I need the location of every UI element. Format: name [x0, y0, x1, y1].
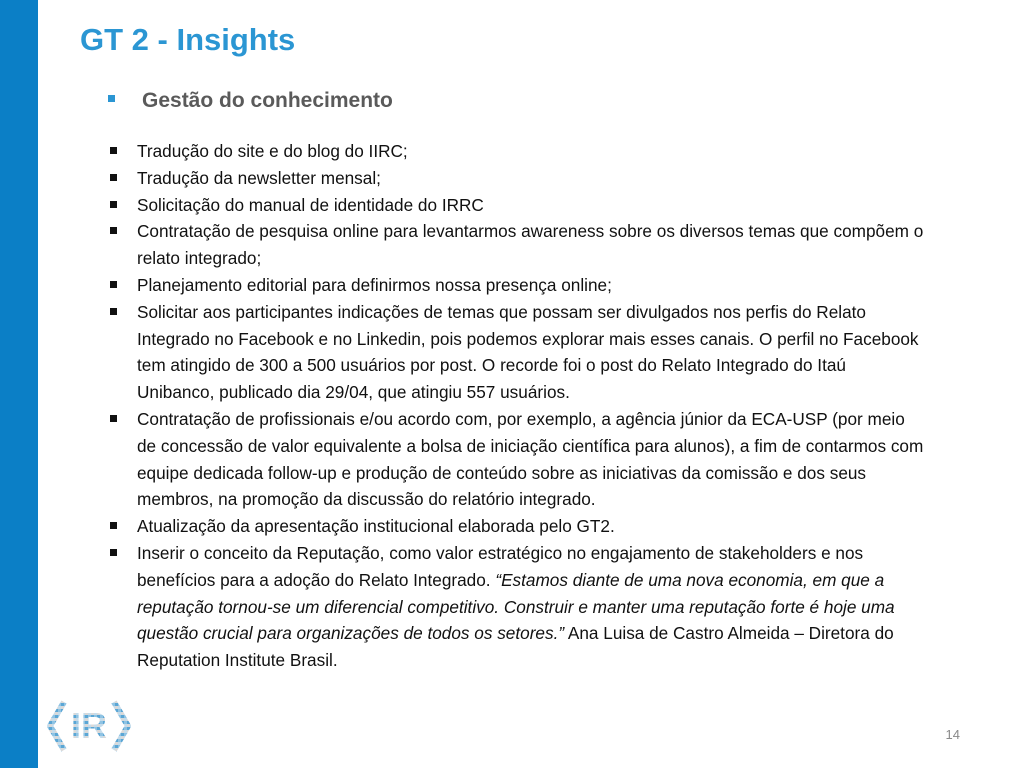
bullet-square-icon: [110, 415, 117, 422]
bullet-square-icon: [110, 174, 117, 181]
bullet-item: [108, 192, 928, 219]
bullet-lead-text: Inserir o conceito da Reputação, como valor estratégico no engajamento de stakeholders e nos benefícios para a adoção do Relato Integrado.: [137, 542, 864, 590]
slide-title: GT 2 - Insights: [80, 22, 296, 57]
bullet-item: [108, 299, 928, 406]
bullet-item: [108, 165, 928, 192]
left-accent-bar: [0, 0, 38, 768]
page-number: 14: [945, 727, 960, 742]
bullet-square-icon: [110, 522, 117, 529]
bullet-text: Tradução da newsletter mensal;: [137, 167, 381, 188]
quote-attribution: Ana Luisa de Castro Almeida – Diretora do Reputation Institute Brasil.: [137, 623, 894, 671]
bullet-square-icon: [110, 549, 117, 556]
bullet-text: Planejamento editorial para definirmos nossa presença online;: [137, 274, 612, 295]
bullet-square-icon: [110, 147, 117, 154]
bullet-text: Solicitação do manual de identidade do IRRC: [137, 194, 484, 215]
logo-text: IR: [71, 705, 107, 746]
bullet-text: Tradução do site e do blog do IIRC;: [137, 141, 408, 161]
reputation-quote: “Estamos diante de uma nova economia, em que a reputação tornou-se um diferencial competitivo. Construir e manter uma reputação forte é hoje uma questão crucial para organizações de todos os setores.”: [137, 569, 895, 644]
bullet-item: [108, 272, 928, 299]
bullet-item-reputation: [108, 540, 928, 674]
bullet-square-icon: [110, 308, 117, 315]
subheading: Gestão do conhecimento: [142, 89, 393, 112]
subheading-bullet-icon: [108, 95, 115, 102]
ir-logo-icon: [46, 694, 132, 758]
bullet-text: Atualização da apresentação institucional elaborada pelo GT2.: [137, 516, 615, 537]
bullet-text: Solicitar aos participantes indicações de temas que possam ser divulgados nos perfis do Relato Integrado no Facebook e no Linkedin, pois podemos explorar mais esses canais. O perfil no Facebook tem atingido de 300 a 500 usuários por post. O recorde foi o post do Relato Integrado do Itaú Unibanco, publicado dia 29/04, que atingiu 557 usuários.: [137, 301, 919, 403]
bullet-item: [108, 138, 928, 165]
bullet-item: [108, 406, 928, 513]
bullet-item: [108, 513, 928, 540]
subheading-row: [108, 86, 393, 116]
bullet-item: [108, 218, 928, 272]
bullet-square-icon: [110, 281, 117, 288]
bullet-square-icon: [110, 201, 117, 208]
bullet-square-icon: [110, 227, 117, 234]
bullet-text: Contratação de profissionais e/ou acordo com, por exemplo, a agência júnior da ECA-USP (por meio de concessão de valor equivalente a bolsa de iniciação científica para alunos), a fim de contarmos com equipe dedicada follow-up e produção de conteúdo sobre as iniciativas da comissão e dos seus membros, na promoção da discussão do relatório integrado.: [137, 408, 924, 510]
bullet-list: [108, 138, 928, 674]
bullet-text: Contratação de pesquisa online para levantarmos awareness sobre os diversos temas que compõem o relato integrado;: [137, 221, 924, 269]
